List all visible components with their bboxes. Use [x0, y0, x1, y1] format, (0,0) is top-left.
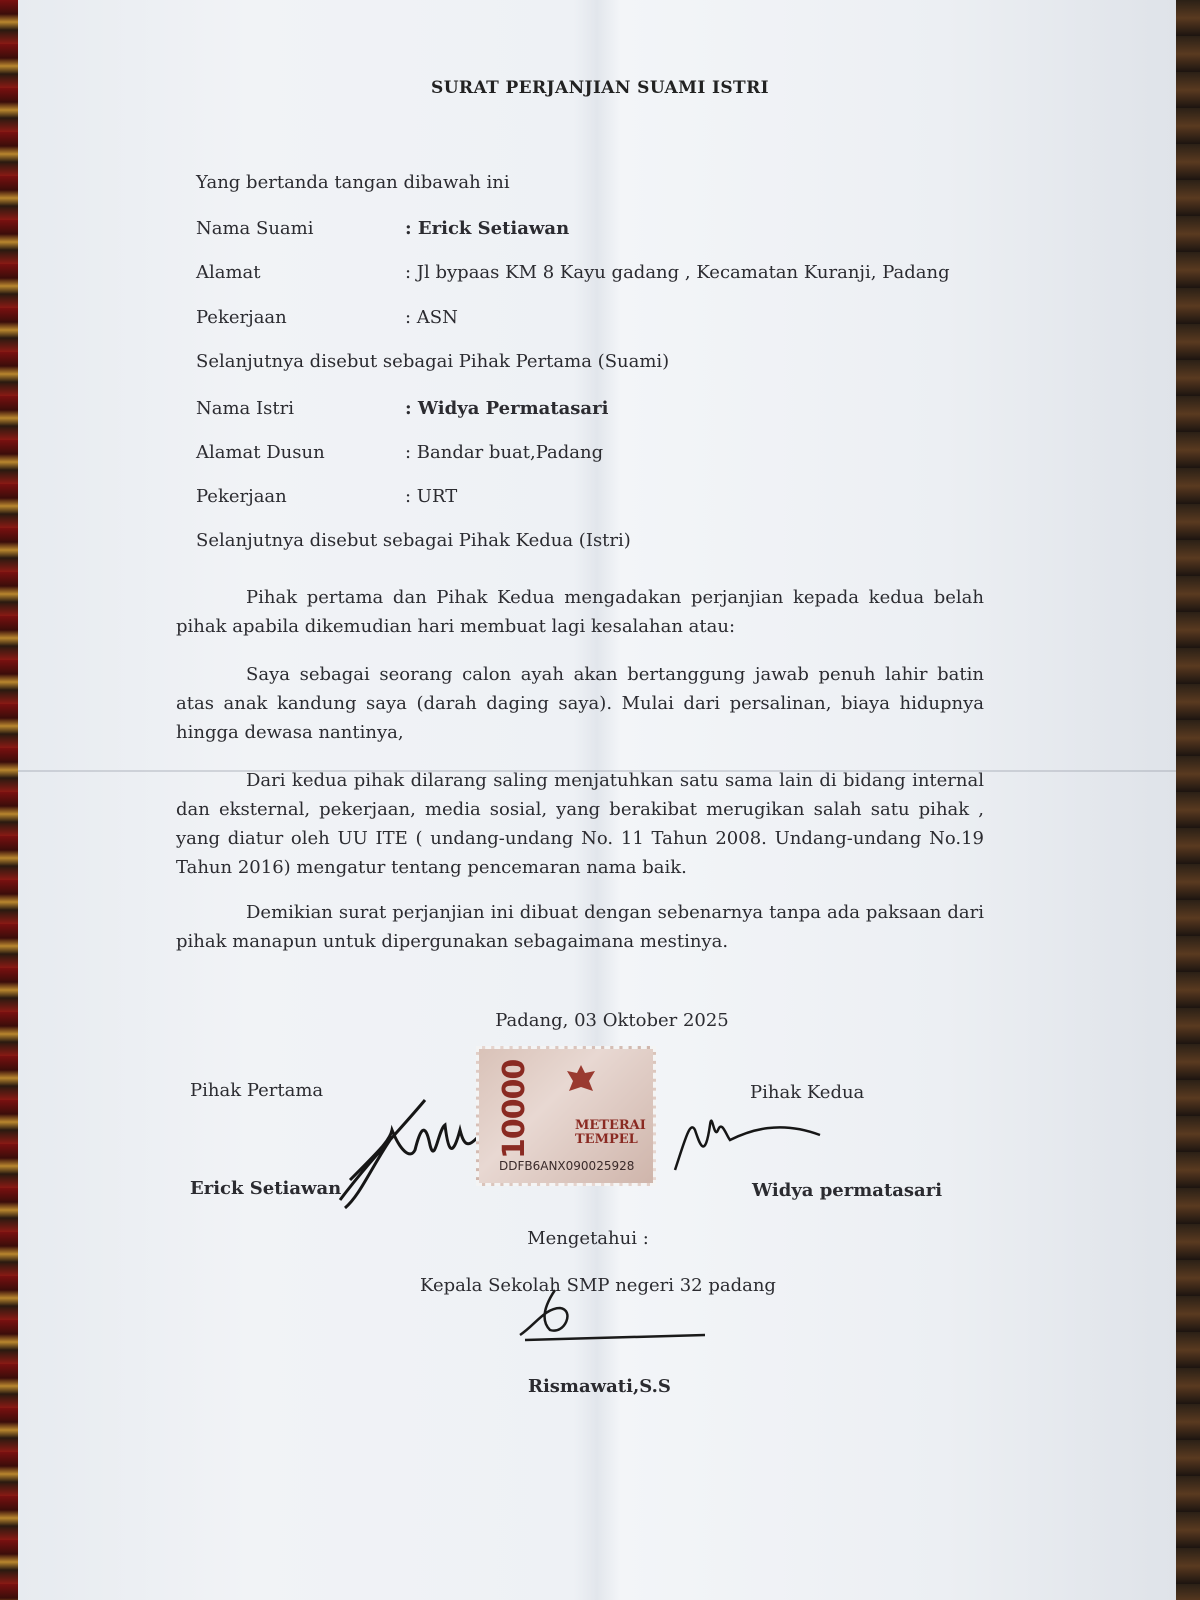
husband-name-value: : Erick Setiawan: [405, 218, 570, 239]
wife-signature: [670, 1100, 830, 1180]
principal-signature: [515, 1280, 715, 1350]
husband-signature: [330, 1090, 500, 1220]
wife-address-value: : Bandar buat,Padang: [405, 442, 604, 463]
second-party-label: Pihak Kedua: [750, 1082, 865, 1103]
stamp-value: 10000: [497, 1059, 532, 1159]
garuda-emblem-icon: [561, 1061, 601, 1101]
document-title: SURAT PERJANJIAN SUAMI ISTRI: [431, 78, 769, 98]
second-party-name: Widya permatasari: [752, 1180, 943, 1201]
wife-address-label: Alamat Dusun: [196, 442, 325, 463]
acknowledgement-label: Mengetahui :: [527, 1228, 649, 1249]
wife-job-label: Pekerjaan: [196, 486, 287, 507]
meterai-stamp: [476, 1046, 656, 1186]
stamp-label-line2: TEMPEL: [575, 1132, 638, 1147]
stamp-label: [575, 1119, 646, 1147]
first-party-label: Pihak Pertama: [190, 1080, 324, 1101]
place-date: Padang, 03 Oktober 2025: [495, 1010, 729, 1031]
first-party-name: Erick Setiawan: [190, 1178, 342, 1199]
closing-paragraph: Demikian surat perjanjian ini dibuat dengan sebenarnya tanpa ada paksaan dari pihak manapun untuk dipergunakan sebagaimana mestinya.: [176, 902, 984, 952]
husband-job-value: : ASN: [405, 307, 458, 328]
husband-address-value: : Jl bypaas KM 8 Kayu gadang , Kecamatan Kuranji, Padang: [405, 262, 950, 283]
husband-address-label: Alamat: [196, 262, 261, 283]
principal-name: Rismawati,S.S: [528, 1376, 671, 1397]
stamp-serial: DDFB6ANX090025928: [499, 1159, 635, 1173]
agreement-paragraph-1: Pihak pertama dan Pihak Kedua mengadakan perjanjian kepada kedua belah pihak apabila dikemudian hari membuat lagi kesalahan atau:: [176, 587, 984, 637]
wife-job-value: : URT: [405, 486, 458, 507]
stamp-label-line1: METERAI: [575, 1118, 646, 1133]
wife-name-label: Nama Istri: [196, 398, 294, 419]
principal-position: Kepala Sekolah SMP negeri 32 padang: [420, 1275, 776, 1296]
agreement-paragraph-3: Dari kedua pihak dilarang saling menjatuhkan satu sama lain di bidang internal dan eksternal, pekerjaan, media sosial, yang berakibat merugikan salah satu pihak , yang diatur oleh UU ITE ( undang-undang No. 11 Tahun 2008. Undang-undang No.19 Tahun 2016) mengatur tentang pencemaran nama baik.: [176, 770, 984, 878]
husband-designation: Selanjutnya disebut sebagai Pihak Pertama (Suami): [196, 351, 670, 372]
husband-job-label: Pekerjaan: [196, 307, 287, 328]
husband-name-label: Nama Suami: [196, 218, 314, 239]
wife-designation: Selanjutnya disebut sebagai Pihak Kedua (Istri): [196, 530, 631, 551]
intro-text: Yang bertanda tangan dibawah ini: [196, 172, 510, 193]
agreement-paragraph-2: Saya sebagai seorang calon ayah akan bertanggung jawab penuh lahir batin atas anak kandung saya (darah daging saya). Mulai dari persalinan, biaya hidupnya hingga dewasa nantinya,: [176, 664, 984, 743]
wife-name-value: : Widya Permatasari: [405, 398, 609, 419]
